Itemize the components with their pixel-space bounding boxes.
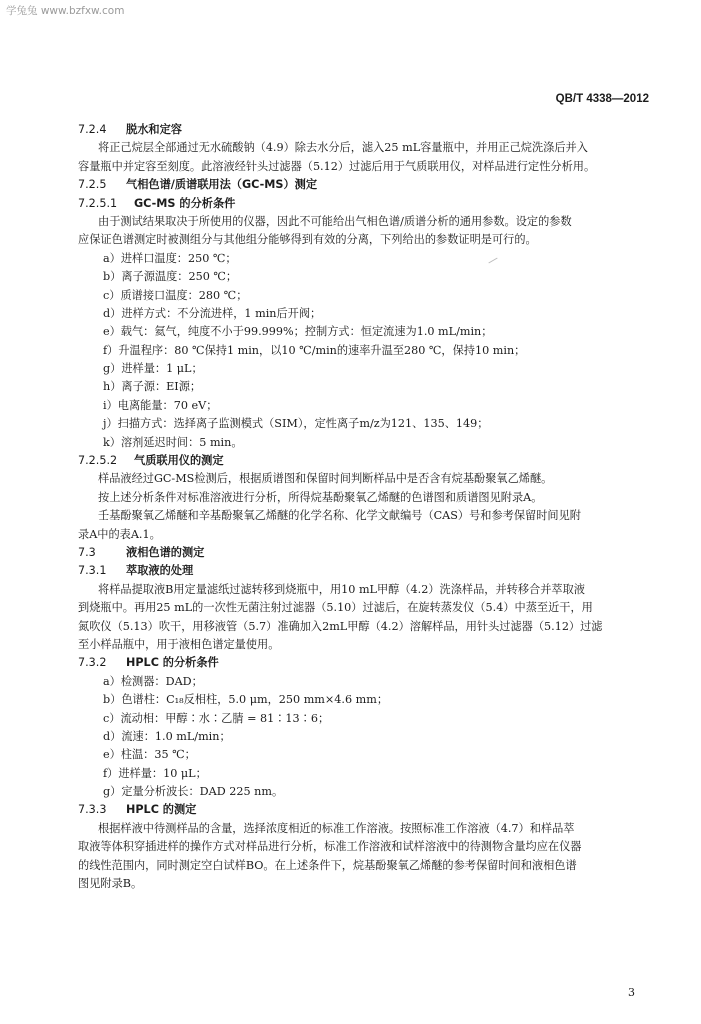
list-item: a）检测器：DAD； xyxy=(103,674,203,688)
list-item: k）溶剂延迟时间：5 min。 xyxy=(103,435,243,449)
paragraph-line: 按上述分析条件对标准溶液进行分析，所得烷基酚聚氧乙烯醚的色谱图和质谱图见附录A。 xyxy=(98,490,543,504)
list-item: i）电离能量：70 eV； xyxy=(103,398,218,412)
list-item: a）进样口温度：250 ℃； xyxy=(103,251,237,265)
paragraph-line: 至小样品瓶中，用于液相色谱定量使用。 xyxy=(78,637,280,651)
section-heading xyxy=(78,544,648,562)
section-title: 气相色谱/质谱联用法（GC-MS）测定 xyxy=(126,178,318,192)
list-item: c）质谱接口温度：280 ℃； xyxy=(103,288,248,302)
paragraph-line: 的线性范围内，同时测定空白试样BO。在上述条件下，烷基酚聚氧乙烯醚的参考保留时间和液相色谱 xyxy=(78,858,577,872)
section-number: 7.2.5 xyxy=(78,178,107,192)
paragraph-line: 到烧瓶中。再用25 mL的一次性无菌注射过滤器（5.10）过滤后，在旋转蒸发仪（5.4）中蒸至近干，用 xyxy=(78,601,593,615)
list-item: c）流动相：甲醇∶水∶乙腈 = 81∶13∶6； xyxy=(103,711,330,725)
section-number: 7.2.4 xyxy=(78,123,107,136)
list-item: d）流速：1.0 mL/min； xyxy=(103,729,231,743)
paragraph-line: 图见附录B。 xyxy=(78,877,143,891)
list-item: b）离子源温度：250 ℃； xyxy=(103,270,238,284)
list-item: e）载气：氦气，纯度不小于99.999%；控制方式：恒定流速为1.0 mL/min； xyxy=(103,325,493,339)
section-number: 7.2.5.2 xyxy=(78,454,118,468)
section-heading xyxy=(78,121,648,139)
list-item: d）进样方式：不分流进样，1 min后开阀； xyxy=(103,306,322,320)
list-item: g）定量分析波长：DAD 225 nm。 xyxy=(103,785,284,799)
list-item: h）离子源：EI源； xyxy=(103,380,202,394)
section-heading xyxy=(78,195,648,213)
section-heading xyxy=(78,452,648,470)
paragraph-line: 容量瓶中并定容至刻度。此溶液经针头过滤器（5.12）过滤后用于气质联用仪，对样品进行定性分析用。 xyxy=(78,159,596,173)
section-number: 7.3.1 xyxy=(78,564,107,578)
list-item: e）柱温：35 ℃； xyxy=(103,748,196,762)
paragraph-line: 氮吹仪（5.13）吹干，用移液管（5.7）准确加入2mL甲醇（4.2）溶解样品，用针头过滤器（5.12）过滤 xyxy=(78,619,603,633)
paragraph-line: 取液等体积穿插进样的操作方式对样品进行分析，标准工作溶液和试样溶液中的待测物含量均应在仪器 xyxy=(78,840,582,854)
section-title: GC-MS 的分析条件 xyxy=(134,196,236,210)
section-number: 7.3 xyxy=(78,545,96,559)
list-item: f）进样量：10 μL； xyxy=(103,766,207,780)
paragraph-line: 由于测试结果取决于所使用的仪器，因此不可能给出气相色谱/质谱分析的通用参数。设定的参数 xyxy=(98,214,572,228)
section-number: 7.3.3 xyxy=(78,803,107,817)
section-title: HPLC 的测定 xyxy=(126,803,197,817)
paragraph-line: 应保证色谱测定时被测组分与其他组分能够得到有效的分离，下列给出的参数证明是可行的。 xyxy=(78,233,537,247)
section-title: 萃取液的处理 xyxy=(126,564,194,578)
section-title: 脱水和定容 xyxy=(126,123,182,136)
paragraph-line: 将正己烷层全部通过无水硫酸钠（4.9）除去水分后，滤入25 mL容量瓶中，并用正己烷洗涤后并入 xyxy=(98,141,588,155)
section-title: HPLC 的分析条件 xyxy=(126,656,219,670)
section-title: 液相色谱的测定 xyxy=(126,545,205,559)
paragraph-line: 壬基酚聚氧乙烯醚和辛基酚聚氧乙烯醚的化学名称、化学文献编号（CAS）号和参考保留时间见附 xyxy=(98,509,581,523)
section-heading xyxy=(78,562,648,580)
document-body xyxy=(78,121,648,893)
list-item: f）升温程序：80 ℃保持1 min，以10 ℃/min的速率升温至280 ℃，保持10 min； xyxy=(103,343,526,357)
section-number: 7.2.5.1 xyxy=(78,196,118,210)
standard-code: QB/T 4338—2012 xyxy=(555,93,649,105)
paragraph-line: 样品液经过GC-MS检测后，根据质谱图和保留时间判断样品中是否含有烷基酚聚氧乙烯醚。 xyxy=(98,472,553,486)
section-title: 气质联用仪的测定 xyxy=(134,454,224,468)
section-heading xyxy=(78,176,648,194)
list-item: j）扫描方式：选择离子监测模式（SIM），定性离子m/z为121、135、149； xyxy=(103,417,489,431)
paragraph-line: 录A中的表A.1。 xyxy=(78,527,161,541)
section-heading xyxy=(78,654,648,672)
site-watermark: 学兔兔 www.bzfxw.com xyxy=(6,5,125,17)
section-number: 7.3.2 xyxy=(78,656,107,670)
paragraph-line: 将样品提取液B用定量滤纸过滤转移到烧瓶中，用10 mL甲醇（4.2）洗涤样品，并转移合并萃取液 xyxy=(98,582,585,596)
paragraph-line: 根据样液中待测样品的含量，选择浓度相近的标准工作溶液。按照标准工作溶液（4.7）和样品萃 xyxy=(98,821,575,835)
section-heading xyxy=(78,801,648,819)
list-item: g）进样量：1 μL； xyxy=(103,362,203,376)
page-number: 3 xyxy=(628,986,635,999)
list-item: b）色谱柱：C₁₈反相柱，5.0 μm，250 mm×4.6 mm； xyxy=(103,693,389,707)
